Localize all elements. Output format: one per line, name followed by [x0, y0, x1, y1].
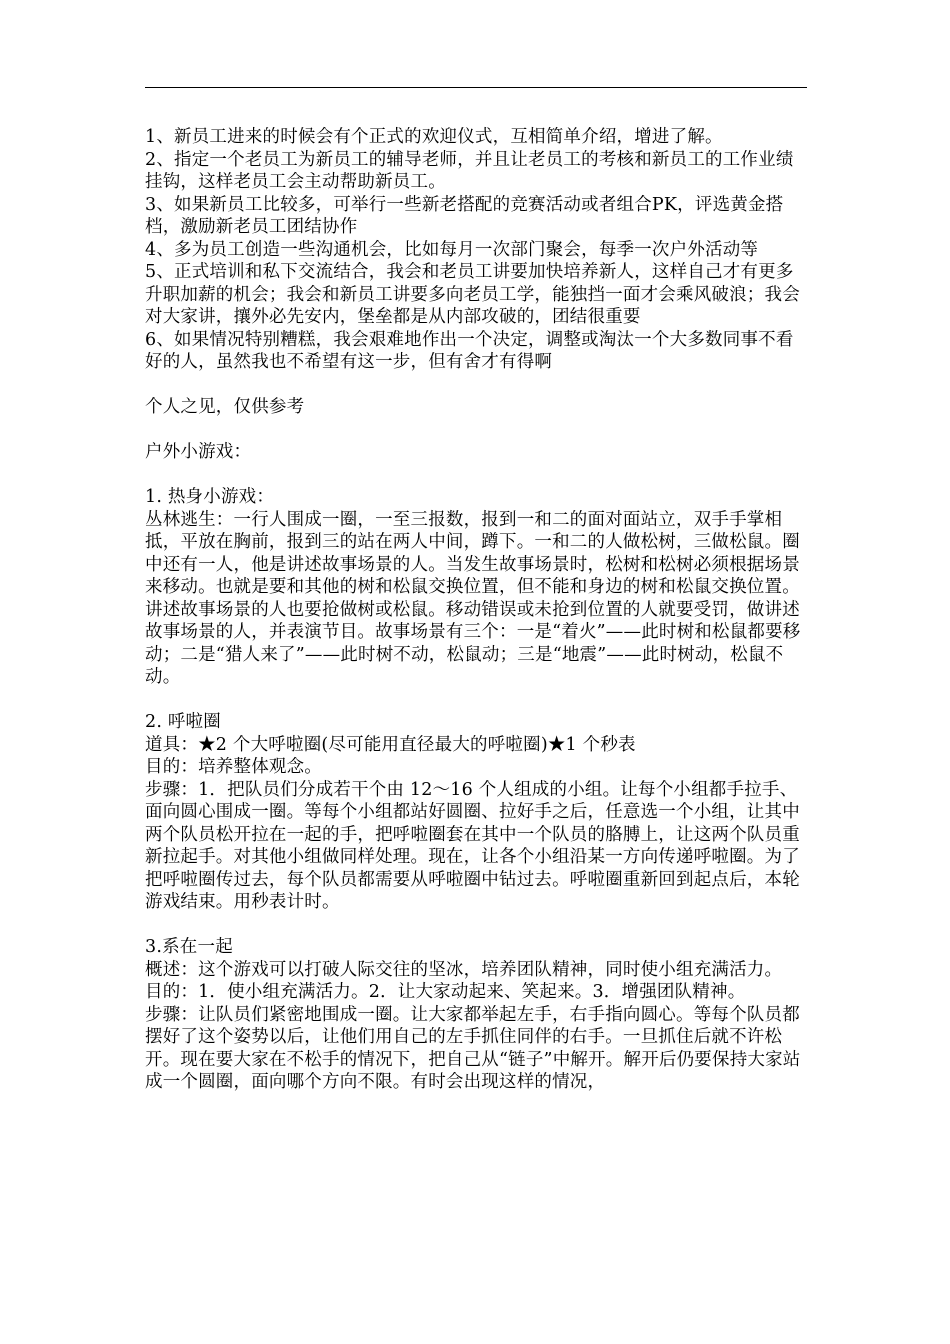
- spacer: [145, 419, 810, 442]
- tip-1: 1、新员工进来的时候会有个正式的欢迎仪式，互相简单介绍，增进了解。: [145, 127, 723, 147]
- tip-2: 2、指定一个老员工为新员工的辅导老师，并且让老员工的考核和新员工的工作业绩挂钩，这样老员工会主动帮助新员工。: [145, 149, 794, 192]
- game-2-props: 道具：★2 个大呼啦圈(尽可能用直径最大的呼啦圈)★1 个秒表: [145, 734, 636, 755]
- header-rule: [145, 87, 807, 88]
- game-1-body: 丛林逃生：一行人围成一圈，一至三报数，报到一和二的面对面站立，双手手掌相抵，平放在胸前，报到三的站在两人中间，蹲下。一和二的人做松树，三做松鼠。圈中还有一人，他是讲述故事场景的人。当发生故事场景时，松树和松树必须根据场景来移动。也就是要和其他的树和松鼠交换位置，但不能和身边的树和松鼠交换位置。讲述故事场景的人也要抢做树或松鼠。移动错误或未抢到位置的人就要受罚，做讲述故事场景的人，并表演节目。故事场景有三个：一是“着火”——此时树和松鼠都要移动；二是“猎人来了”——此时树不动，松鼠动；三是“地震”——此时树动，松鼠不动。: [145, 509, 801, 687]
- spacer: [145, 374, 810, 397]
- spacer: [145, 464, 810, 487]
- opinion-note: 个人之见，仅供参考: [145, 397, 305, 417]
- tip-4: 4、多为员工创造一些沟通机会，比如每月一次部门聚会，每季一次户外活动等: [145, 239, 759, 260]
- game-3-overview: 概述：这个游戏可以打破人际交往的坚冰，培养团队精神，同时使小组充满活力。: [145, 959, 783, 980]
- outdoor-games-heading: 户外小游戏：: [145, 442, 252, 462]
- spacer: [145, 689, 810, 712]
- game-1-title: 1. 热身小游戏：: [145, 487, 275, 507]
- tip-3: 3、如果新员工比较多，可举行一些新老搭配的竞赛活动或者组合PK，评选黄金搭档，激励新老员工团结协作: [145, 194, 784, 237]
- game-3-title: 3.系在一起: [145, 937, 233, 957]
- game-3-purpose: 目的：1．使小组充满活力。2．让大家动起来、笑起来。3．增强团队精神。: [145, 982, 746, 1002]
- spacer: [145, 914, 810, 937]
- tip-5: 5、正式培训和私下交流结合，我会和老员工讲要加快培养新人，这样自己才有更多升职加薪的机会；我会和新员工讲要多向老员工学，能独挡一面才会乘风破浪；我会对大家讲，攘外必先安内，堡垒都是从内部攻破的，团结很重要: [145, 262, 800, 327]
- tip-6: 6、如果情况特别糟糕，我会艰难地作出一个决定，调整或淘汰一个大多数同事不看好的人，虽然我也不希望有这一步，但有舍才有得啊: [145, 329, 794, 372]
- game-2-purpose: 目的：培养整体观念。: [145, 757, 322, 777]
- game-3-steps: 步骤：让队员们紧密地围成一圈。让大家都举起左手，右手指向圆心。等每个队员都摆好了这个姿势以后，让他们用自己的左手抓住同伴的右手。一旦抓住后就不许松开。现在要大家在不松手的情况下，把自己从“链子”中解开。解开后仍要保持大家站成一个圆圈，面向哪个方向不限。有时会出现这样的情况，: [145, 1004, 801, 1092]
- game-2-steps: 步骤：1．把队员们分成若干个由 12～16 个人组成的小组。让每个小组都手拉手、面向圆心围成一圈。等每个小组都站好圆圈、拉好手之后，任意选一个小组，让其中两个队员松开拉在一起的手，把呼啦圈套在其中一个队员的胳膊上，让这两个队员重新拉起手。对其他小组做同样处理。现在，让各个小组沿某一方向传递呼啦圈。为了把呼啦圈传过去，每个队员都需要从呼啦圈中钻过去。呼啦圈重新回到起点后，本轮游戏结束。用秒表计时。: [145, 779, 800, 912]
- document-body: [145, 126, 810, 1094]
- game-2-title: 2. 呼啦圈: [145, 712, 221, 732]
